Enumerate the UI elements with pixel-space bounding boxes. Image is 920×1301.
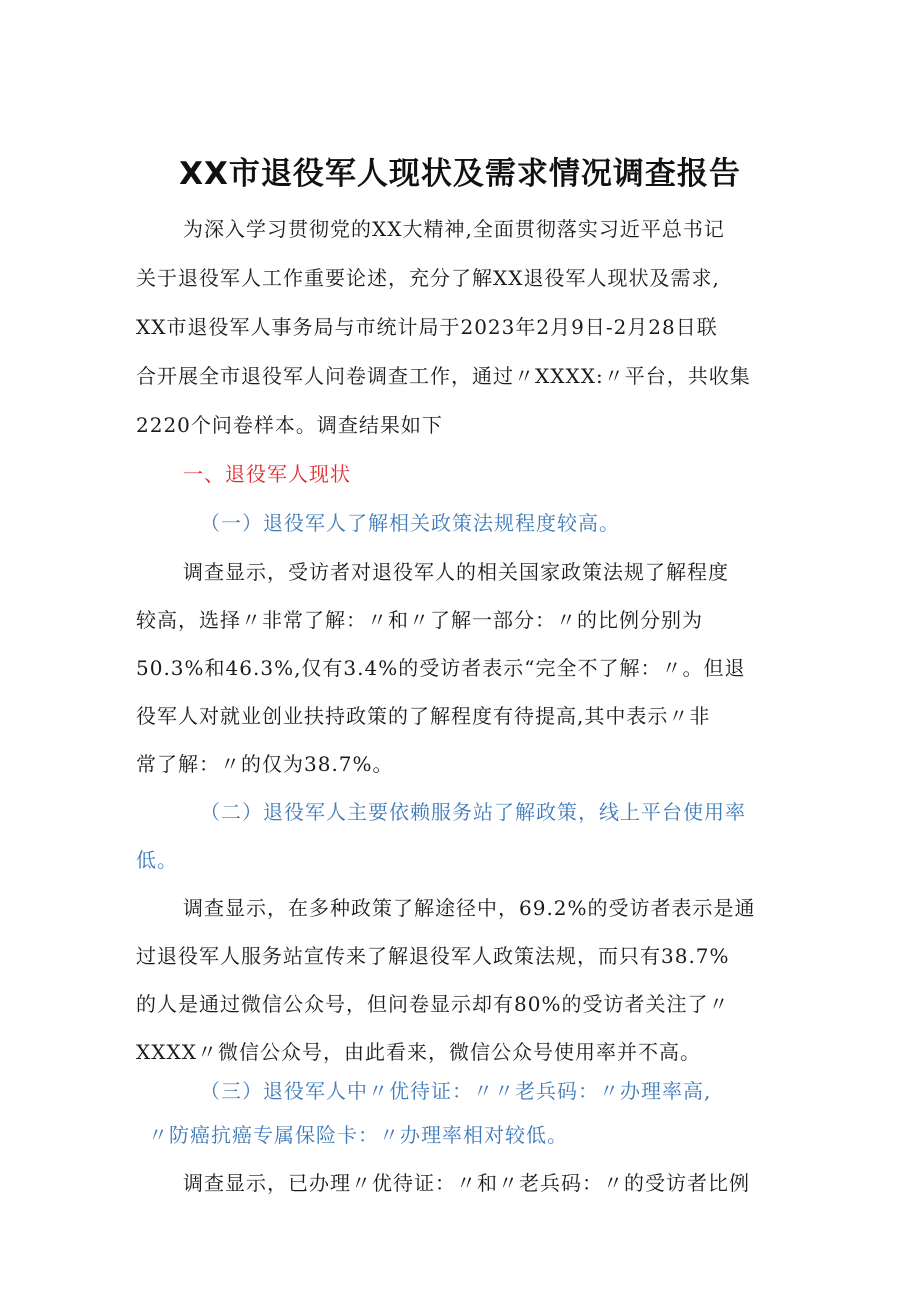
intro-line: 2220个问卷样本。调查结果如下 [136, 413, 443, 437]
body-line: 调查显示，已办理〃优待证：〃和〃老兵码：〃的受访者比例 [183, 1171, 750, 1195]
body-line: 的人是通过微信公众号，但问卷显示却有80%的受访者关注了〃 [136, 992, 730, 1016]
body-line: 常了解：〃的仅为38.7%。 [136, 752, 394, 776]
body-line: 调查显示，受访者对退役军人的相关国家政策法规了解程度 [183, 560, 729, 584]
document-title: XX市退役军人现状及需求情况调查报告 [179, 156, 741, 192]
body-line: 调查显示，在多种政策了解途径中，69.2%的受访者表示是通 [183, 896, 756, 920]
subsection-heading: 〃防癌抗癌专属保险卡：〃办理率相对较低。 [148, 1123, 568, 1147]
intro-line: XX市退役军人事务局与市统计局于2023年2月9日-2月28日联 [136, 315, 718, 339]
intro-line: 为深入学习贯彻党的XX大精神,全面贯彻落实习近平总书记 [183, 217, 725, 241]
subsection-heading: 低。 [136, 848, 178, 872]
body-line: 役军人对就业创业扶持政策的了解程度有待提高,其中表示〃非 [136, 704, 711, 728]
subsection-heading: （三）退役军人中〃优待证：〃〃老兵码：〃办理率高, [200, 1079, 712, 1103]
body-line: 过退役军人服务站宣传来了解退役军人政策法规，而只有38.7% [136, 944, 730, 968]
section-heading: 一、退役军人现状 [183, 462, 351, 486]
intro-line: 合开展全市退役军人问卷调查工作，通过〃XXXX:〃平台，共收集 [136, 364, 751, 388]
subsection-heading: （一）退役军人了解相关政策法规程度较高。 [200, 511, 620, 535]
body-line: 较高，选择〃非常了解：〃和〃了解一部分：〃的比例分别为 [136, 608, 703, 632]
subsection-heading: （二）退役军人主要依赖服务站了解政策，线上平台使用率 [200, 800, 746, 824]
body-line: XXXX〃微信公众号，由此看来，微信公众号使用率并不高。 [136, 1040, 701, 1064]
body-line: 50.3%和46.3%,仅有3.4%的受访者表示“完全不了解：〃。但退 [136, 656, 746, 680]
intro-line: 关于退役军人工作重要论述，充分了解XX退役军人现状及需求, [136, 266, 720, 290]
